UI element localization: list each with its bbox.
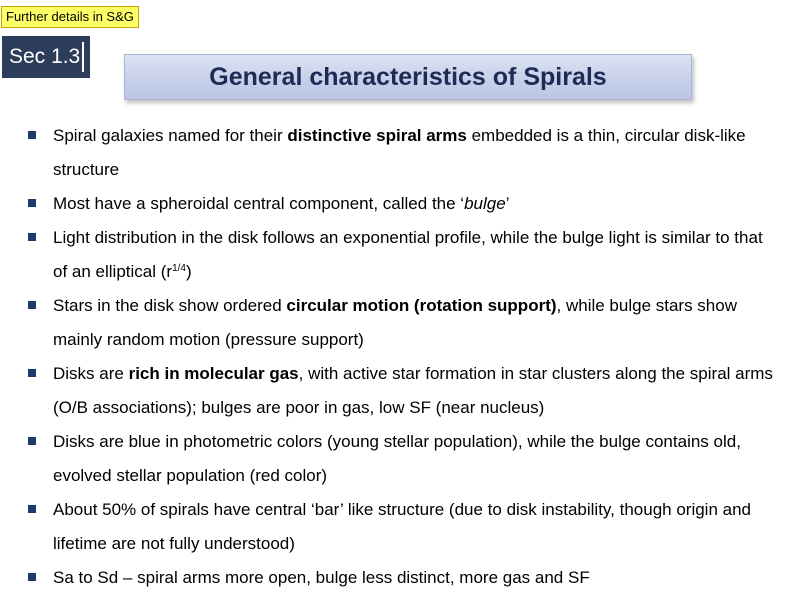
- bullet-1-text: Spiral galaxies named for their: [53, 126, 288, 145]
- bullet-item-7: [28, 493, 778, 561]
- bullet-4-rest: , while bulge stars show mainly random motion (pressure support): [53, 296, 737, 349]
- square-bullet-icon: [28, 301, 36, 309]
- square-bullet-icon: [28, 437, 36, 445]
- bullet-2-rest: ’: [505, 194, 510, 213]
- bullet-item-5: [28, 357, 778, 425]
- bullet-8-text: Sa to Sd – spiral arms more open, bulge less distinct, more gas and SF: [53, 568, 590, 587]
- bullet-7-text: About 50% of spirals have central ‘bar’ like structure (due to disk instability, though origin and lifetime are not fully understood): [53, 500, 752, 553]
- bullet-item-3: [28, 221, 778, 289]
- bullet-list: [28, 119, 778, 595]
- bullet-item-8: [28, 561, 778, 595]
- bullet-item-1: [28, 119, 778, 187]
- bullet-4-text: Stars in the disk show ordered: [53, 296, 287, 315]
- slide-title: General characteristics of Spirals: [124, 54, 692, 100]
- bullet-3-superscript: 1/4: [172, 263, 186, 274]
- bullet-3-rest: ): [185, 262, 192, 281]
- bullet-5-rest: , with active star formation in star clusters along the spiral arms (O/B associations); bulges are poor in gas, low SF (near nucleus): [53, 364, 773, 417]
- square-bullet-icon: [28, 369, 36, 377]
- bullet-5-bold: rich in molecular gas: [128, 364, 299, 383]
- square-bullet-icon: [28, 233, 36, 241]
- bullet-6-text: Disks are blue in photometric colors (young stellar population), while the bulge contains old, evolved stellar population (red color): [53, 432, 741, 485]
- section-badge: Sec 1.3: [2, 36, 90, 78]
- bullet-2-text: Most have a spheroidal central component, called the ‘: [53, 194, 465, 213]
- bullet-3-text: Light distribution in the disk follows an exponential profile, while the bulge light is similar to that of an elliptical (r: [53, 228, 763, 281]
- bullet-item-4: [28, 289, 778, 357]
- square-bullet-icon: [28, 505, 36, 513]
- bullet-4-bold: circular motion (rotation support): [286, 296, 557, 315]
- bullet-1-rest: embedded is a thin, circular disk-like structure: [53, 126, 746, 179]
- bullet-1-bold: distinctive spiral arms: [287, 126, 467, 145]
- further-details-tag: Further details in S&G: [1, 6, 139, 28]
- square-bullet-icon: [28, 131, 36, 139]
- bullet-item-6: [28, 425, 778, 493]
- bullet-item-2: [28, 187, 778, 221]
- square-bullet-icon: [28, 199, 36, 207]
- bullet-5-text: Disks are: [53, 364, 129, 383]
- bullet-2-italic: bulge: [464, 194, 506, 213]
- square-bullet-icon: [28, 573, 36, 581]
